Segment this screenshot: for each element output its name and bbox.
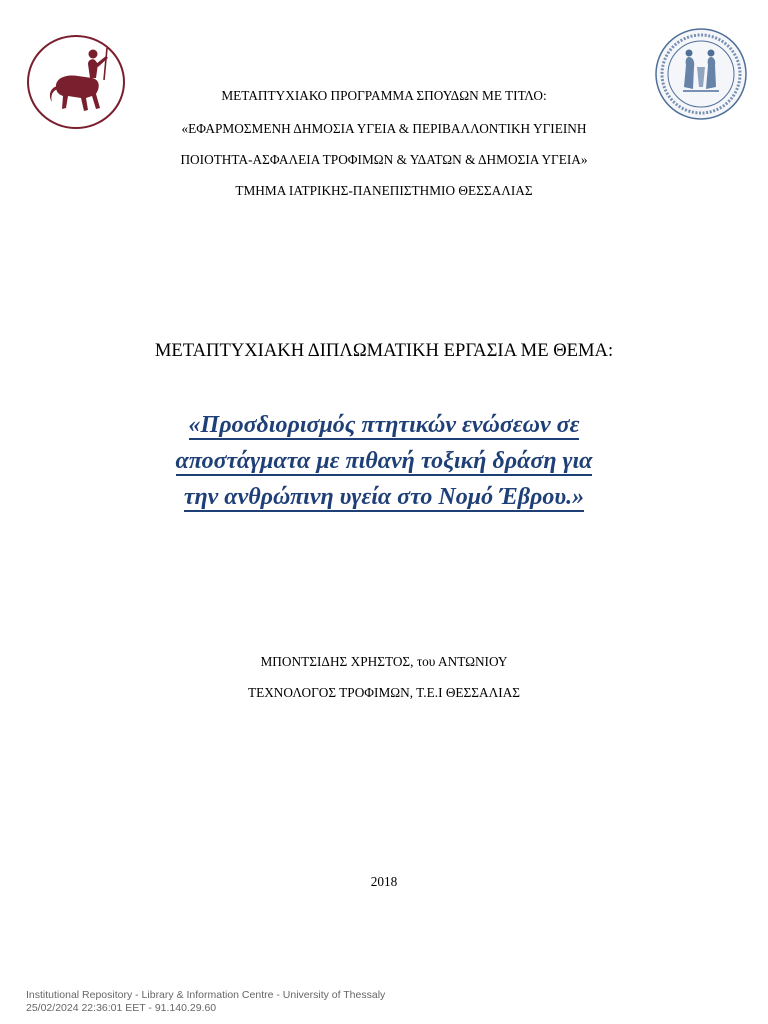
program-title-line-2: ΠΟΙΟΤΗΤΑ-ΑΣΦΑΛΕΙΑ ΤΡΟΦΙΜΩΝ & ΥΔΑΤΩΝ & ΔΗΜΟΣΙΑ ΥΓΕΙΑ» [180, 152, 588, 167]
download-timestamp: 25/02/2024 22:36:01 EET - 91.140.29.60 [26, 1002, 217, 1014]
author-name: ΜΠΟΝΤΣΙΔΗΣ ΧΡΗΣΤΟΣ, του ΑΝΤΩΝΙΟΥ [260, 654, 508, 669]
centaur-logo-icon [26, 34, 126, 130]
thesis-title-line-3: την ανθρώπινη υγεία στο Νομό Έβρου.» [183, 484, 585, 510]
program-heading: ΜΕΤΑΠΤΥΧΙΑΚΟ ΠΡΟΓΡΑΜΜΑ ΣΠΟΥΔΩΝ ΜΕ ΤΙΤΛΟ: [221, 88, 547, 103]
thesis-title-line-1: «Προσδιορισμός πτητικών ενώσεων σε [188, 412, 580, 438]
author-profession: ΤΕΧΝΟΛΟΓΟΣ ΤΡΟΦΙΜΩΝ, Τ.Ε.Ι ΘΕΣΣΑΛΙΑΣ [247, 685, 521, 700]
university-seal-icon [653, 27, 749, 121]
thesis-title-line-2: αποστάγματα με πιθανή τοξική δράση για [175, 448, 593, 474]
repository-footer: Institutional Repository - Library & Information Centre - University of Thessaly [26, 989, 386, 1001]
program-title-line-1: «ΕΦΑΡΜΟΣΜΕΝΗ ΔΗΜΟΣΙΑ ΥΓΕΙΑ & ΠΕΡΙΒΑΛΛΟΝΤΙΚΗ ΥΓΙΕΙΝΗ [181, 121, 587, 136]
year: 2018 [370, 874, 398, 889]
thesis-subject-heading: ΜΕΤΑΠΤΥΧΙΑΚΗ ΔΙΠΛΩΜΑΤΙΚΗ ΕΡΓΑΣΙΑ ΜΕ ΘΕΜΑ: [154, 340, 614, 361]
department-line: ΤΜΗΜΑ ΙΑΤΡΙΚΗΣ-ΠΑΝΕΠΙΣΤΗΜΙΟ ΘΕΣΣΑΛΙΑΣ [235, 183, 533, 198]
